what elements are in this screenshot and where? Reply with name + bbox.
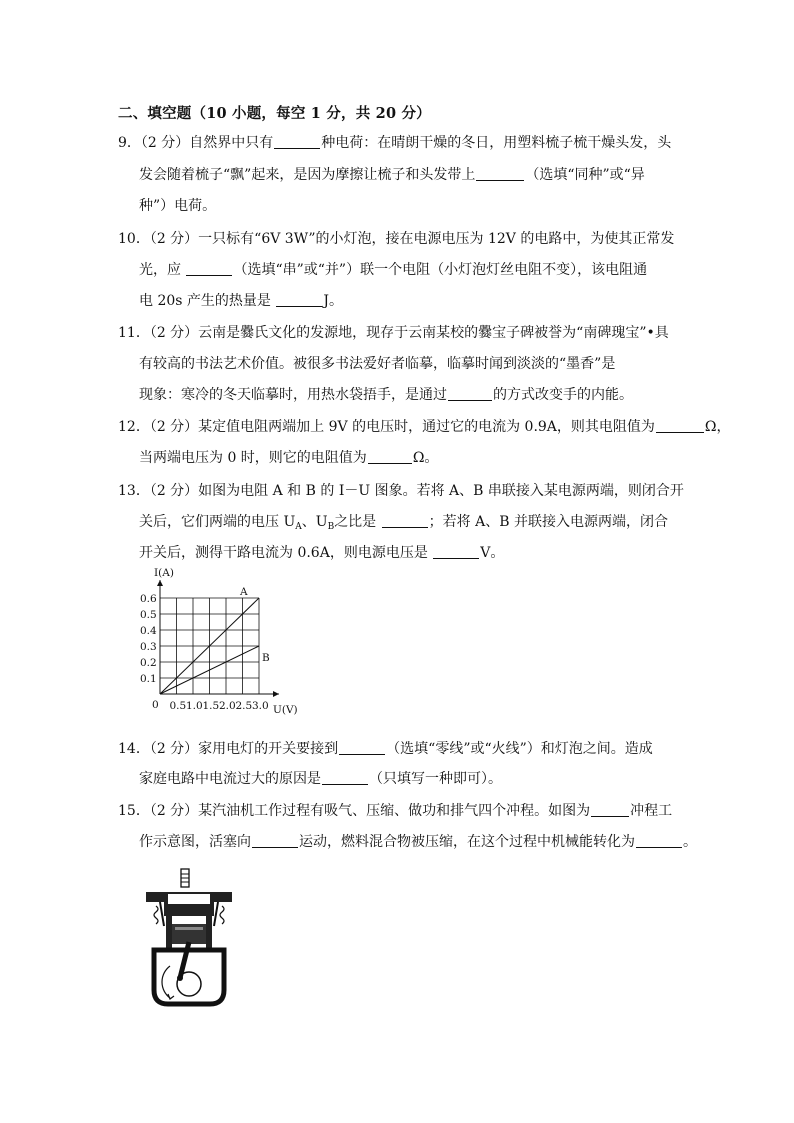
q12-text: Ω。: [412, 450, 439, 466]
q10-line-3: [139, 291, 343, 311]
y-tick-label: 0.1: [140, 673, 157, 685]
exhaust-valve: [214, 902, 218, 926]
x-axis-arrow: [273, 691, 279, 697]
y-tick-label: 0.5: [140, 609, 157, 621]
q13-text: 之比是: [334, 514, 377, 530]
q13-text: 开关后，测得干路电流为 0.6A，则电源电压是: [139, 545, 428, 561]
q9-text: （选填“同种”或“异: [525, 167, 645, 183]
q15-blank-1[interactable]: [591, 802, 629, 817]
y-tick-label: 0.4: [140, 625, 157, 637]
q10-text: 电 20s 产生的热量是: [139, 293, 271, 309]
y-tick-label: 0.3: [140, 641, 157, 653]
q13-blank-2[interactable]: [433, 544, 479, 559]
q11-line-1: 11．（2 分）云南是爨氏文化的发源地，现存于云南某校的爨宝子碑被誉为“南碑瑰宝”•具: [118, 325, 669, 341]
q15-blank-2[interactable]: [252, 833, 298, 848]
x-tick-label: 0.5: [169, 700, 187, 712]
y-tick-label: 0.6: [140, 593, 157, 605]
q9-blank-1[interactable]: [274, 134, 320, 149]
q15-text: 15．（2 分）某汽油机工作过程有吸气、压缩、做功和排气四个冲程。如图为: [118, 803, 591, 819]
q13-subscript: B: [327, 522, 335, 532]
q15-text: 作示意图，活塞向: [139, 834, 251, 850]
x-tick-label: 1.5: [202, 700, 220, 712]
q11-text: 的方式改变手的内能。: [493, 387, 633, 403]
q12-text: Ω，: [704, 419, 731, 435]
y-axis-label: I(A): [154, 567, 174, 579]
series-label-A: A: [240, 586, 248, 598]
q12-line-1: [118, 417, 731, 437]
q9-text: 9．（2 分）自然界中只有: [118, 135, 274, 151]
q9-line-1: [118, 133, 671, 153]
q10-line-2: [139, 260, 647, 280]
q14-text: 14．（2 分）家用电灯的开关要接到: [118, 741, 339, 757]
q14-line-2: [139, 769, 502, 789]
q14-line-1: [118, 739, 653, 759]
q10-blank-2[interactable]: [276, 292, 322, 307]
q13-text: ；若将 A、B 并联接入电源两端，闭合: [428, 514, 668, 530]
q13-text: 关后，它们两端的电压 U: [139, 514, 296, 530]
q15-blank-3[interactable]: [636, 833, 682, 848]
q10-text: 光，应: [139, 262, 181, 278]
q9-line-3: 种”）电荷。: [139, 198, 217, 214]
x-tick-label: 2.5: [235, 700, 253, 712]
q10-line-1: 10．（2 分）一只标有“6V 3W”的小灯泡，接在电源电压为 12V 的电路中，为使其正常发: [118, 231, 675, 247]
q12-blank-1[interactable]: [656, 418, 704, 433]
q13-subscript: A: [295, 522, 302, 532]
y-tick-label: 0.2: [140, 657, 157, 669]
q9-line-2: [139, 165, 645, 185]
q14-text: （选填“零线”或“火线”）和灯泡之间。造成: [386, 741, 653, 757]
q15-line-2: [139, 832, 697, 852]
q12-text: 当两端电压为 0 时，则它的电阻值为: [139, 450, 367, 466]
q12-line-2: [139, 448, 438, 468]
x-tick-label: 2.0: [219, 700, 236, 712]
q9-blank-2[interactable]: [476, 166, 524, 181]
q13-line-3: [139, 543, 504, 563]
q15-text: 冲程工: [630, 803, 673, 819]
q14-blank-2[interactable]: [322, 770, 368, 785]
q15-line-1: [118, 801, 672, 821]
q15-text: 运动，燃料混合物被压缩，在这个过程中机械能转化为: [299, 834, 635, 850]
q11-blank-1[interactable]: [448, 386, 492, 401]
q10-text: （选填“串”或“并”）联一个电阻（小灯泡灯丝电阻不变），该电阻通: [233, 262, 648, 278]
q14-text: 家庭电路中电流过大的原因是: [139, 771, 321, 787]
series-label-B: B: [262, 652, 270, 664]
iu-chart: [138, 567, 318, 719]
q13-text: 、U: [301, 514, 328, 530]
q11-text: 现象：寒冷的冬天临摹时，用热水袋捂手，是通过: [139, 387, 447, 403]
q11-line-3: [139, 385, 633, 405]
q13-text: V。: [480, 545, 505, 561]
y-axis-arrow: [157, 580, 163, 586]
x-tick-label: 1.0: [186, 700, 203, 712]
q10-blank-1[interactable]: [186, 261, 232, 276]
intake-valve: [160, 902, 164, 926]
q13-line-1: 13．（2 分）如图为电阻 A 和 B 的 I－U 图象。若将 A、B 串联接入某电源两端，则闭合开: [118, 483, 684, 499]
x-axis-label: U(V): [273, 704, 298, 716]
q12-blank-2[interactable]: [368, 449, 412, 464]
engine-diagram: [140, 866, 238, 1008]
origin-label: 0: [152, 699, 159, 711]
q10-text: J。: [323, 293, 343, 309]
q14-blank-1[interactable]: [339, 740, 385, 755]
q11-line-2: 有较高的书法艺术价值。被很多书法爱好者临摹，临摹时闻到淡淡的“墨香”是: [139, 356, 616, 372]
q13-line-2: [139, 512, 668, 537]
section-title: 二、填空题（10 小题，每空 1 分，共 20 分）: [118, 105, 431, 122]
x-tick-label: 3.0: [252, 700, 269, 712]
q14-text: （只填写一种即可）。: [369, 771, 502, 787]
q13-blank-1[interactable]: [382, 513, 428, 528]
q9-text: 发会随着梳子“飘”起来，是因为摩擦让梳子和头发带上: [139, 167, 476, 183]
q15-text: 。: [683, 834, 697, 850]
q9-text: 种电荷：在晴朗干燥的冬日，用塑料梳子梳干燥头发，头: [321, 135, 672, 151]
q12-text: 12．（2 分）某定值电阻两端加上 9V 的电压时，通过它的电流为 0.9A，则其电阻值为: [118, 419, 655, 435]
